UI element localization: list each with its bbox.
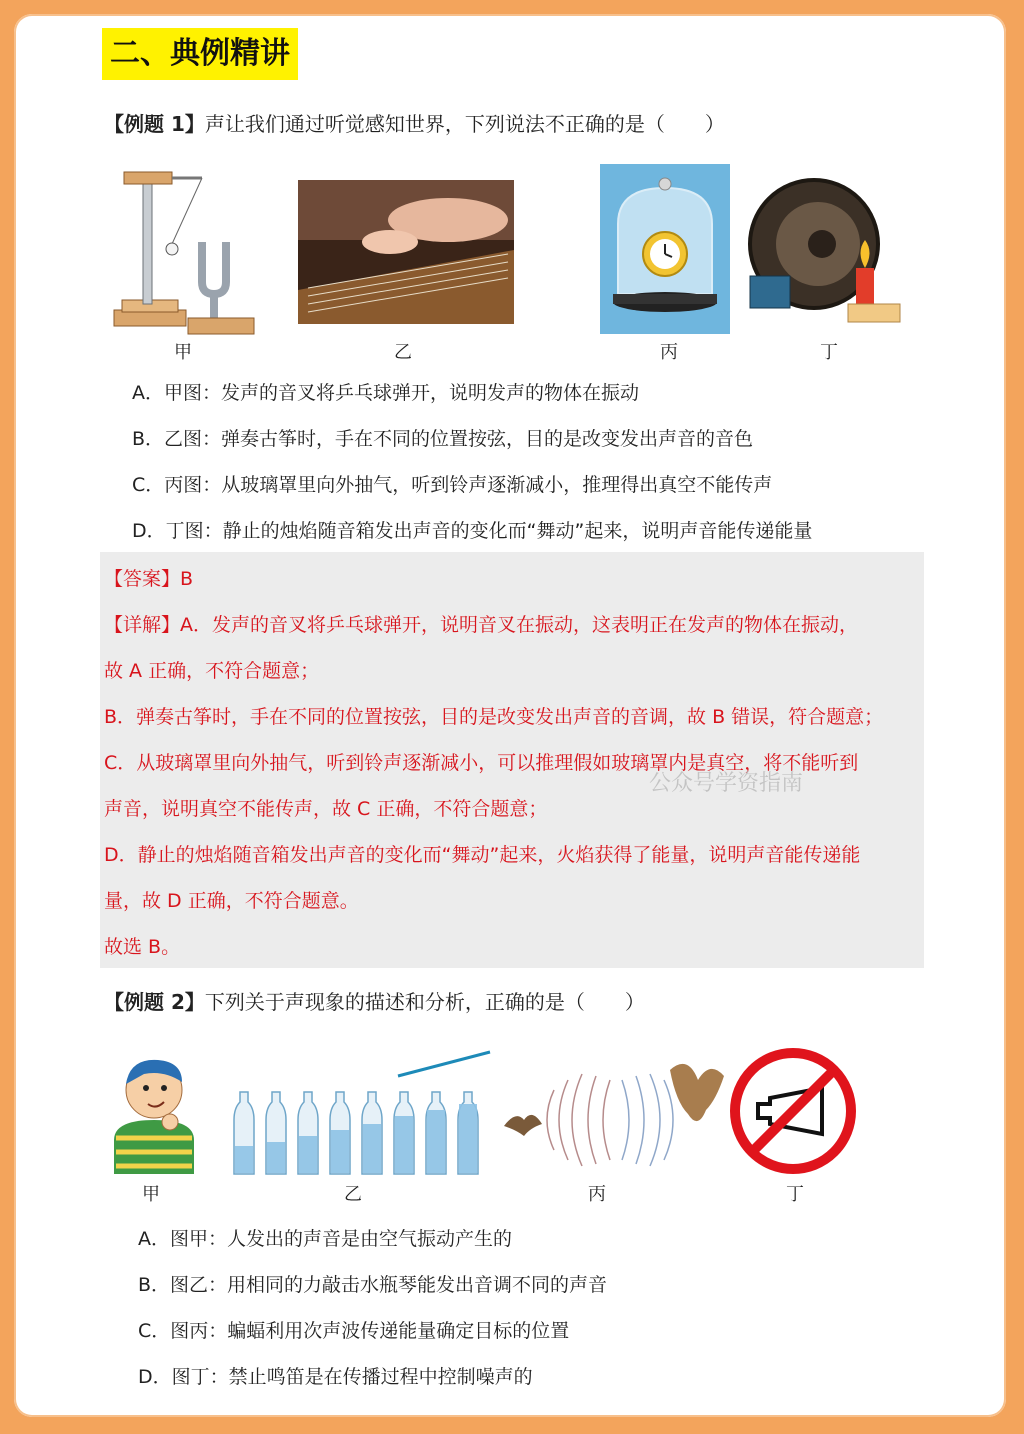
example2-caption-yi: 乙: [344, 1184, 362, 1205]
example1-caption-yi: 乙: [394, 342, 412, 363]
example2-caption-jia: 甲: [142, 1184, 160, 1205]
boy-figure: [104, 1044, 204, 1174]
explain-line-5: 声音，说明真空不能传声，故 C 正确，不符合题意；: [104, 798, 548, 820]
watermark: 公众号学资指南: [649, 771, 804, 796]
example1-option-d: D．丁图：静止的烛焰随音箱发出声音的变化而“舞动”起来，说明声音能传递能量: [132, 520, 813, 542]
example1-caption-ding: 丁: [820, 342, 838, 363]
explain-line-2: 故 A 正确，不符合题意；: [104, 660, 320, 682]
section-title: 二、典例精讲: [102, 28, 298, 80]
tuning-fork-figure: [110, 162, 260, 342]
answer-box: [100, 552, 924, 968]
example1-option-c: C．丙图：从玻璃罩里向外抽气，听到铃声逐渐减小，推理得出真空不能传声: [132, 474, 773, 496]
explain-line-3: B．弹奏古筝时，手在不同的位置按弦，目的是改变发出声音的音调，故 B 错误，符合题意；: [104, 706, 884, 728]
water-bottles-figure: [228, 1050, 492, 1176]
answer-value: B: [180, 568, 194, 590]
explain-line-6: D．静止的烛焰随音箱发出声音的变化而“舞动”起来，火焰获得了能量，说明声音能传递能: [104, 844, 861, 866]
explain-line-7: 量，故 D 正确，不符合题意。: [104, 890, 359, 912]
example2-option-a: A．图甲：人发出的声音是由空气振动产生的: [138, 1228, 512, 1250]
speaker-candle-figure: [744, 172, 914, 332]
example2-option-b: B．图乙：用相同的力敲击水瓶琴能发出音调不同的声音: [138, 1274, 608, 1296]
answer-line: [104, 564, 193, 591]
example2-label: 【例题 2】: [104, 990, 205, 1014]
example2-caption-ding: 丁: [786, 1184, 804, 1205]
bat-echolocation-figure: [502, 1050, 726, 1176]
bell-jar-figure: [600, 164, 730, 334]
example1-option-a: A．甲图：发声的音叉将乒乓球弹开，说明发声的物体在振动: [132, 382, 639, 404]
guzheng-photo: [298, 180, 514, 324]
example1-question-text: 声让我们通过听觉感知世界，下列说法不正确的是（ ）: [204, 112, 725, 136]
explain-line-8: 故选 B。: [104, 936, 181, 958]
document-page: [14, 14, 1006, 1417]
example2-question-text: 下列关于声现象的描述和分析，正确的是（ ）: [204, 990, 645, 1014]
example1-caption-bing: 丙: [660, 342, 678, 363]
example1-option-b: B．乙图：弹奏古筝时，手在不同的位置按弦，目的是改变发出声音的音色: [132, 428, 754, 450]
example2-option-d: D．图丁：禁止鸣笛是在传播过程中控制噪声的: [138, 1366, 533, 1388]
no-honking-sign-icon: [730, 1048, 856, 1174]
example2-question: [104, 986, 645, 1015]
explain-line-1: 【详解】A．发声的音叉将乒乓球弹开，说明音叉在振动，这表明正在发声的物体在振动，: [104, 614, 859, 636]
answer-label: 【答案】: [104, 568, 181, 590]
example2-option-c: C．图丙：蝙蝠利用次声波传递能量确定目标的位置: [138, 1320, 570, 1342]
example1-caption-jia: 甲: [174, 342, 192, 363]
example2-caption-bing: 丙: [588, 1184, 606, 1205]
explain-label: 【详解】: [104, 614, 181, 636]
example1-label: 【例题 1】: [104, 112, 205, 136]
example1-question: [104, 108, 725, 137]
explain-line-4: C．从玻璃罩里向外抽气，听到铃声逐渐减小，可以推理假如玻璃罩内是真空，将不能听到: [104, 752, 859, 774]
